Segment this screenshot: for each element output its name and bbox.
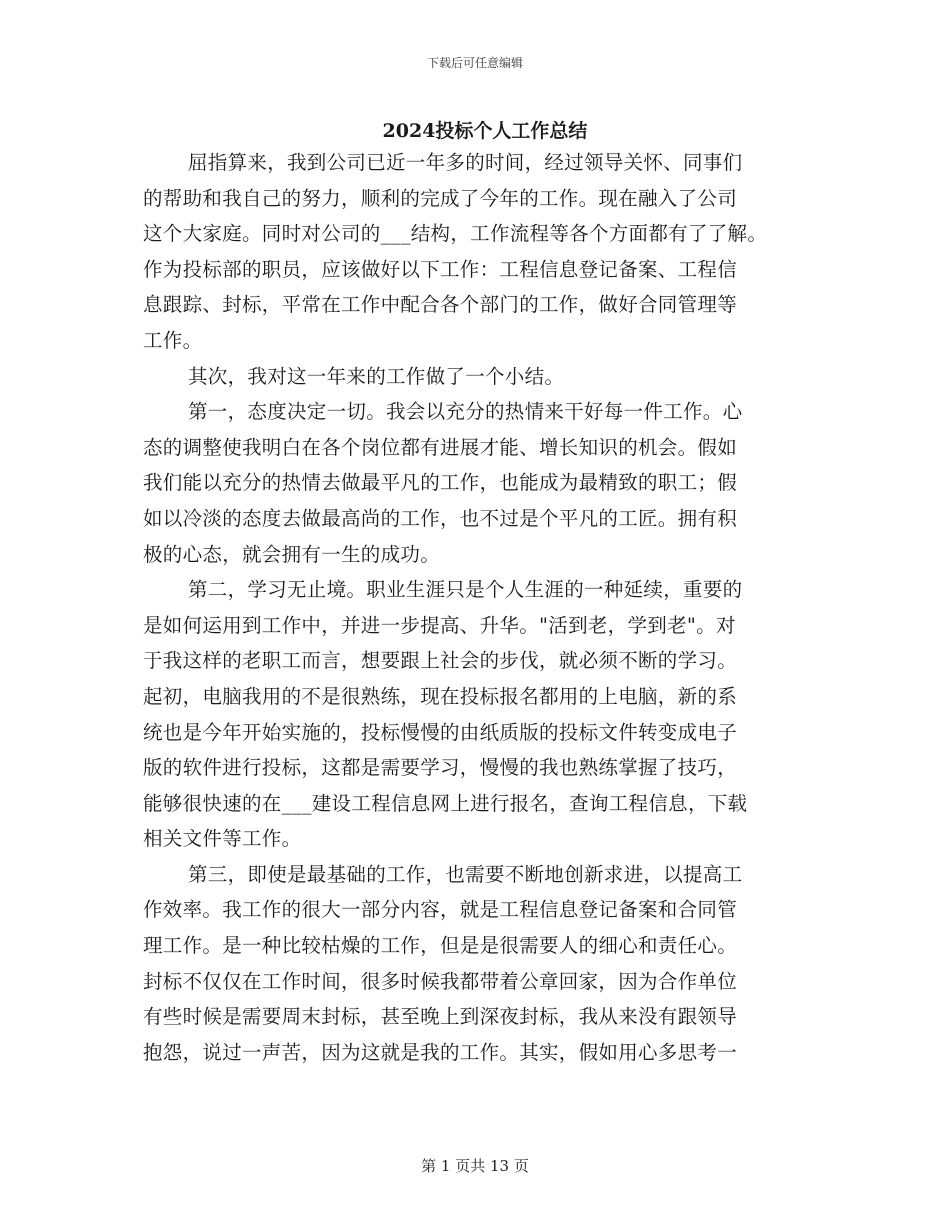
- body-line: 息跟踪、封标，平常在工作中配合各个部门的工作，做好合同管理等: [143, 293, 738, 317]
- body-line: 如以冷淡的态度去做最高尚的工作，也不过是个平凡的工匠。拥有积: [143, 506, 738, 530]
- page-footer: 第 1 页共 13 页: [421, 1157, 529, 1175]
- body-line: 是如何运用到工作中，并进一步提高、升华。"活到老，学到老"。对: [143, 613, 736, 637]
- body-line: 抱怨，说过一声苦，因为这就是我的工作。其实，假如用心多思考一: [143, 1040, 738, 1064]
- body-line: 于我这样的老职工而言，想要跟上社会的步伐，就必须不断的学习。: [143, 649, 738, 673]
- body-line: 理工作。是一种比较枯燥的工作，但是是很需要人的细心和责任心。: [143, 934, 738, 958]
- document-title: 2024投标个人工作总结: [382, 120, 588, 142]
- body-line: 作为投标部的职员，应该做好以下工作：工程信息登记备案、工程信: [143, 257, 738, 281]
- body-line: 有些时候是需要周末封标，甚至晚上到深夜封标，我从来没有跟领导: [143, 1005, 738, 1029]
- body-line: 能够很快速的在___建设工程信息网上进行报名，查询工程信息，下载: [143, 791, 748, 815]
- body-line: 第一，态度决定一切。我会以充分的热情来干好每一件工作。心: [188, 400, 743, 424]
- body-line: 极的心态，就会拥有一生的成功。: [143, 542, 441, 566]
- body-line: 版的软件进行投标，这都是需要学习，慢慢的我也熟练掌握了技巧，: [143, 756, 738, 780]
- page-header-note: 下载后可任意编辑: [426, 56, 523, 70]
- body-line: 屈指算来，我到公司已近一年多的时间，经过领导关怀、同事们: [188, 151, 743, 174]
- body-line: 工作。: [143, 328, 203, 352]
- body-line: 第二，学习无止境。职业生涯只是个人生涯的一种延续，重要的: [188, 578, 743, 602]
- body-line: 第三，即使是最基础的工作，也需要不断地创新求进，以提高工: [188, 862, 743, 886]
- body-line: 态的调整使我明白在各个岗位都有进展才能、增长知识的机会。假如: [143, 435, 738, 459]
- body-line: 起初，电脑我用的不是很熟练，现在投标报名都用的上电脑，新的系: [143, 684, 738, 708]
- body-line: 封标不仅仅在工作时间，很多时候我都带着公章回家，因为合作单位: [143, 969, 738, 993]
- body-line: 其次，我对这一年来的工作做了一个小结。: [188, 364, 565, 388]
- body-line: 这个大家庭。同时对公司的___结构，工作流程等各个方面都有了了解。: [143, 222, 768, 246]
- body-line: 我们能以充分的热情去做最平凡的工作，也能成为最精致的职工；假: [143, 471, 738, 495]
- document-body: [143, 145, 813, 1070]
- body-line: 作效率。我工作的很大一部分内容，就是工程信息登记备案和合同管: [143, 898, 738, 922]
- body-line: 的帮助和我自己的努力，顺利的完成了今年的工作。现在融入了公司: [143, 186, 738, 210]
- body-line: 相关文件等工作。: [143, 827, 302, 851]
- body-line: 统也是今年开始实施的，投标慢慢的由纸质版的投标文件转变成电子: [143, 720, 738, 744]
